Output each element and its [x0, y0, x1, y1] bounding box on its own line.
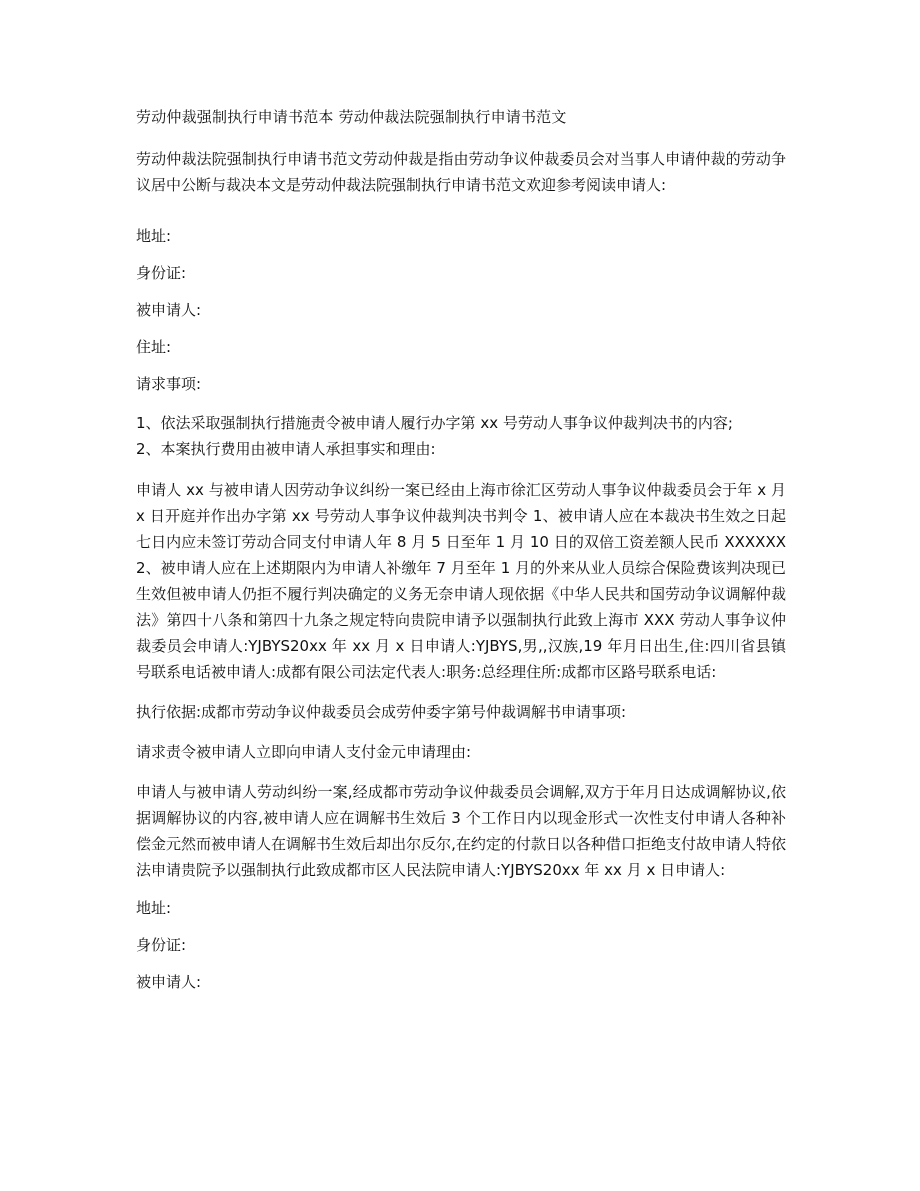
intro-paragraph: 劳动仲裁法院强制执行申请书范文劳动仲裁是指由劳动争议仲裁委员会对当事人申请仲裁的劳动争议居中公断与裁决本文是劳动仲裁法院强制执行申请书范文欢迎参考阅读申请人: — [136, 150, 786, 194]
respondent-label: 被申请人: — [136, 301, 202, 319]
document-page — [136, 98, 786, 1008]
applicant-id-label-2: 身份证: — [136, 936, 187, 954]
request-paragraph: 请求责令被申请人立即向申请人支付金元申请理由: — [136, 743, 472, 761]
request-list — [136, 410, 786, 462]
residence-label: 住址: — [136, 338, 172, 356]
respondent-label-2: 被申请人: — [136, 973, 202, 991]
request-item: 2、本案执行费用由被申请人承担事实和理由: — [136, 440, 436, 458]
execution-basis-paragraph: 执行依据:成都市劳动争议仲裁委员会成劳仲委字第号仲裁调解书申请事项: — [136, 703, 627, 721]
facts-paragraph: 申请人 xx 与被申请人因劳动争议纠纷一案已经由上海市徐汇区劳动人事争议仲裁委员会于年 x 月 x 日开庭并作出办字第 xx 号劳动人事争议仲裁判决书判令 1、被申请人应在本裁决书生效之日起七日内应未签订劳动合同支付申请人年 8 月 5 日至年 1 月 10 日的双倍工资差额人民币 XXXXXX2、被申请人应在上述期限内为申请人补缴年 7 月至年 1 月的外来从业人员综合保险费该判决现已生效但被申请人仍拒不履行判决确定的义务无奈申请人现依据《中华人民共和国劳动争议调解仲裁法》第四十八条和第四十九条之规定特向贵院申请予以强制执行此致上海市 XXX 劳动人事争议仲裁委员会申请人:YJBYS20xx 年 xx 月 x 日申请人:YJBYS,男,,汉族,19 年月日出生,住:四川省县镇号联系电话被申请人:成都有限公司法定代表人:职务:总经理住所:成都市区路号联系电话: — [136, 481, 786, 681]
applicant-id-label: 身份证: — [136, 264, 187, 282]
request-item: 1、依法采取强制执行措施责令被申请人履行办字第 xx 号劳动人事争议仲裁判决书的内容; — [136, 414, 733, 432]
applicant-address-label-2: 地址: — [136, 899, 172, 917]
requests-heading: 请求事项: — [136, 375, 202, 393]
reason-paragraph: 申请人与被申请人劳动纠纷一案,经成都市劳动争议仲裁委员会调解,双方于年月日达成调解协议,依据调解协议的内容,被申请人应在调解书生效后 3 个工作日内以现金形式一次性支付申请人各种补偿金元然而被申请人在调解书生效后却出尔反尔,在约定的付款日以各种借口拒绝支付故申请人特依法申请贵院予以强制执行此致成都市区人民法院申请人:YJBYS20xx 年 xx 月 x 日申请人: — [136, 783, 786, 879]
applicant-address-label: 地址: — [136, 227, 172, 245]
document-title: 劳动仲裁强制执行申请书范本 劳动仲裁法院强制执行申请书范文 — [136, 108, 567, 126]
